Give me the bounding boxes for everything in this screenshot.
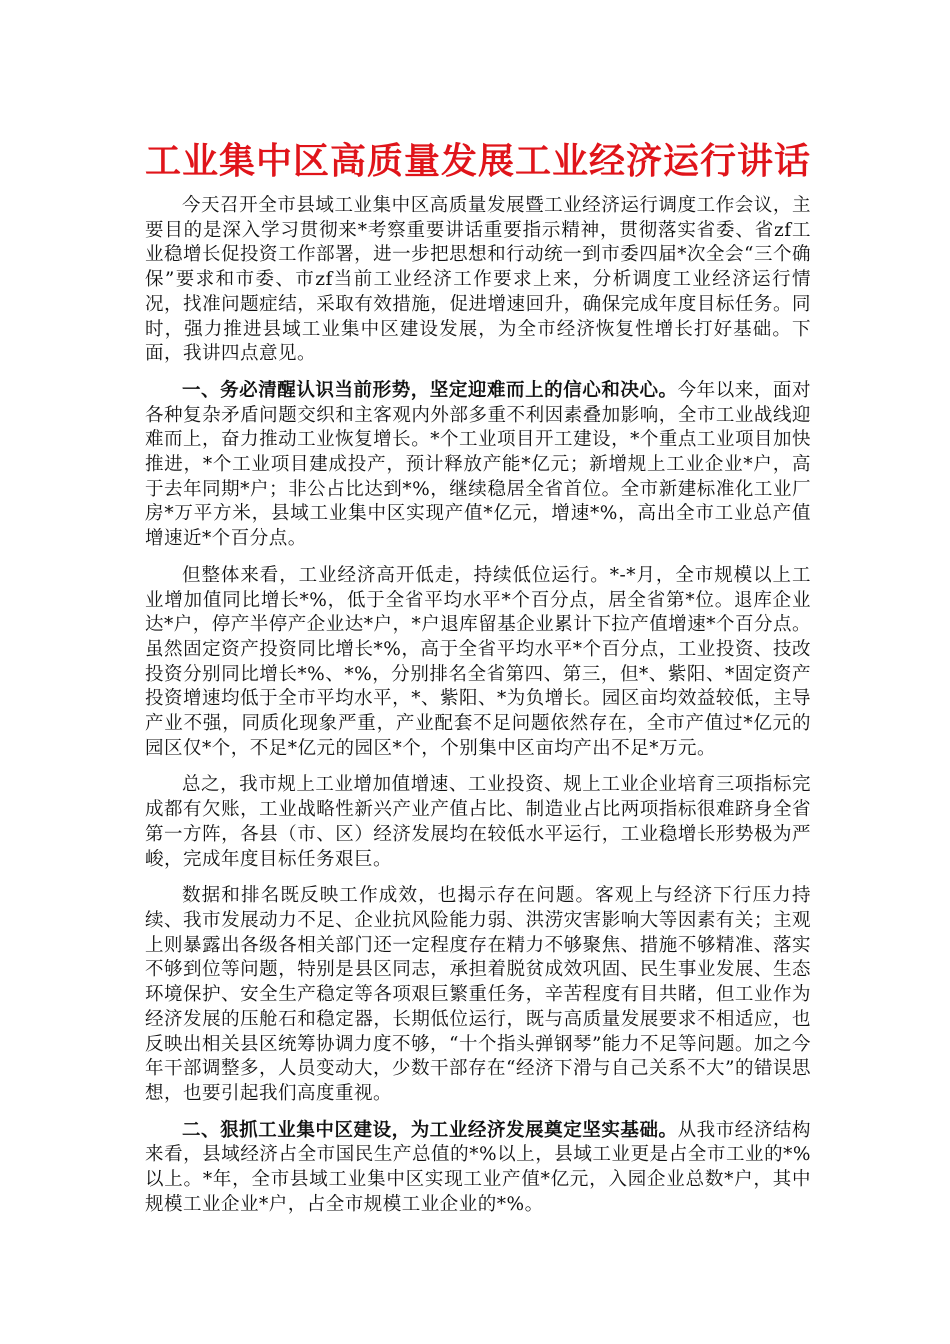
paragraph-text: 数据和排名既反映工作成效，也揭示存在问题。客观上与经济下行压力持续、我市发展动力不足、企业抗风险能力弱、洪涝灾害影响大等因素有关；主观上则暴露出各级各相关部门还一定程度存在精力不够聚焦、措施不够精准、落实不够到位等问题，特别是县区同志，承担着脱贫成效巩固、民生事业发展、生态环境保护、安全生产稳定等各项艰巨繁重任务，辛苦程度有目共睹，但工业作为经济发展的压舱石和稳定器，长期低位运行，既与高质量发展要求不相适应，也反映出相关县区统筹协调力度不够，“十个指头弹钢琴”能力不足等问题。加之今年干部调整多，人员变动大，少数干部存在“经济下滑与自己关系不大”的错误思想，也要引起我们高度重视。	[145, 885, 811, 1104]
paragraph-text: 从我市经济结构来看，县域经济占全市国民生产总值的*%以上，县域工业更是占全市工业的*%以上。*年，全市县域工业集中区实现工业产值*亿元，入园企业总数*户，其中规模工业企业*户，占全市规模工业企业的*%。	[145, 1119, 811, 1215]
paragraph-2	[145, 379, 811, 552]
paragraph-3	[145, 564, 811, 762]
document-page	[145, 140, 811, 1229]
paragraph-text: 总之，我市规上工业增加值增速、工业投资、规上工业企业培育三项指标完成都有欠账，工业战略性新兴产业产值占比、制造业占比两项指标很难跻身全省第一方阵，各县（市、区）经济发展均在较低水平运行，工业稳增长形势极为严峻，完成年度目标任务艰巨。	[145, 774, 811, 870]
section-heading-2: 二、狠抓工业集中区建设，为工业经济发展奠定坚实基础。	[182, 1119, 678, 1141]
document-title: 工业集中区高质量发展工业经济运行讲话	[145, 141, 812, 182]
paragraph-1	[145, 194, 811, 367]
paragraph-5	[145, 884, 811, 1106]
section-heading-1: 一、务必清醒认识当前形势，坚定迎难而上的信心和决心。	[182, 379, 678, 401]
paragraph-text: 今天召开全市县域工业集中区高质量发展暨工业经济运行调度工作会议，主要目的是深入学习贯彻来*考察重要讲话重要指示精神，贯彻落实省委、省zf工业稳增长促投资工作部署，进一步把思想和行动统一到市委四届*次全会“三个确保”要求和市委、市zf当前工业经济工作要求上来，分析调度工业经济运行情况，找准问题症结，采取有效措施，促进增速回升，确保完成年度目标任务。同时，强力推进县域工业集中区建设发展，为全市经济恢复性增长打好基础。下面，我讲四点意见。	[145, 195, 811, 365]
paragraph-4	[145, 773, 811, 872]
paragraph-text: 今年以来，面对各种复杂矛盾问题交织和主客观内外部多重不利因素叠加影响，全市工业战线迎难而上，奋力推动工业恢复增长。*个工业项目开工建设，*个重点工业项目加快推进，*个工业项目建成投产，预计释放产能*亿元；新增规上工业企业*户，高于去年同期*户；非公占比达到*%，继续稳居全省首位。全市新建标准化工业厂房*万平方米，县域工业集中区实现产值*亿元，增速*%，高出全市工业总产值增速近*个百分点。	[145, 379, 811, 550]
paragraph-6	[145, 1119, 811, 1218]
paragraph-text: 但整体来看，工业经济高开低走，持续低位运行。*-*月，全市规模以上工业增加值同比增长*%，低于全省平均水平*个百分点，居全省第*位。退库企业达*户，停产半停产企业达*户，*户退库留基企业累计下拉产值增速*个百分点。虽然固定资产投资同比增长*%，高于全省平均水平*个百分点，工业投资、技改投资分别同比增长*%、*%，分别排名全省第四、第三，但*、紫阳、*固定资产投资增速均低于全市平均水平，*、紫阳、*为负增长。园区亩均效益较低，主导产业不强，同质化现象严重，产业配套不足问题依然存在，全市产值过*亿元的园区仅*个，不足*亿元的园区*个，个别集中区亩均产出不足*万元。	[145, 564, 812, 759]
